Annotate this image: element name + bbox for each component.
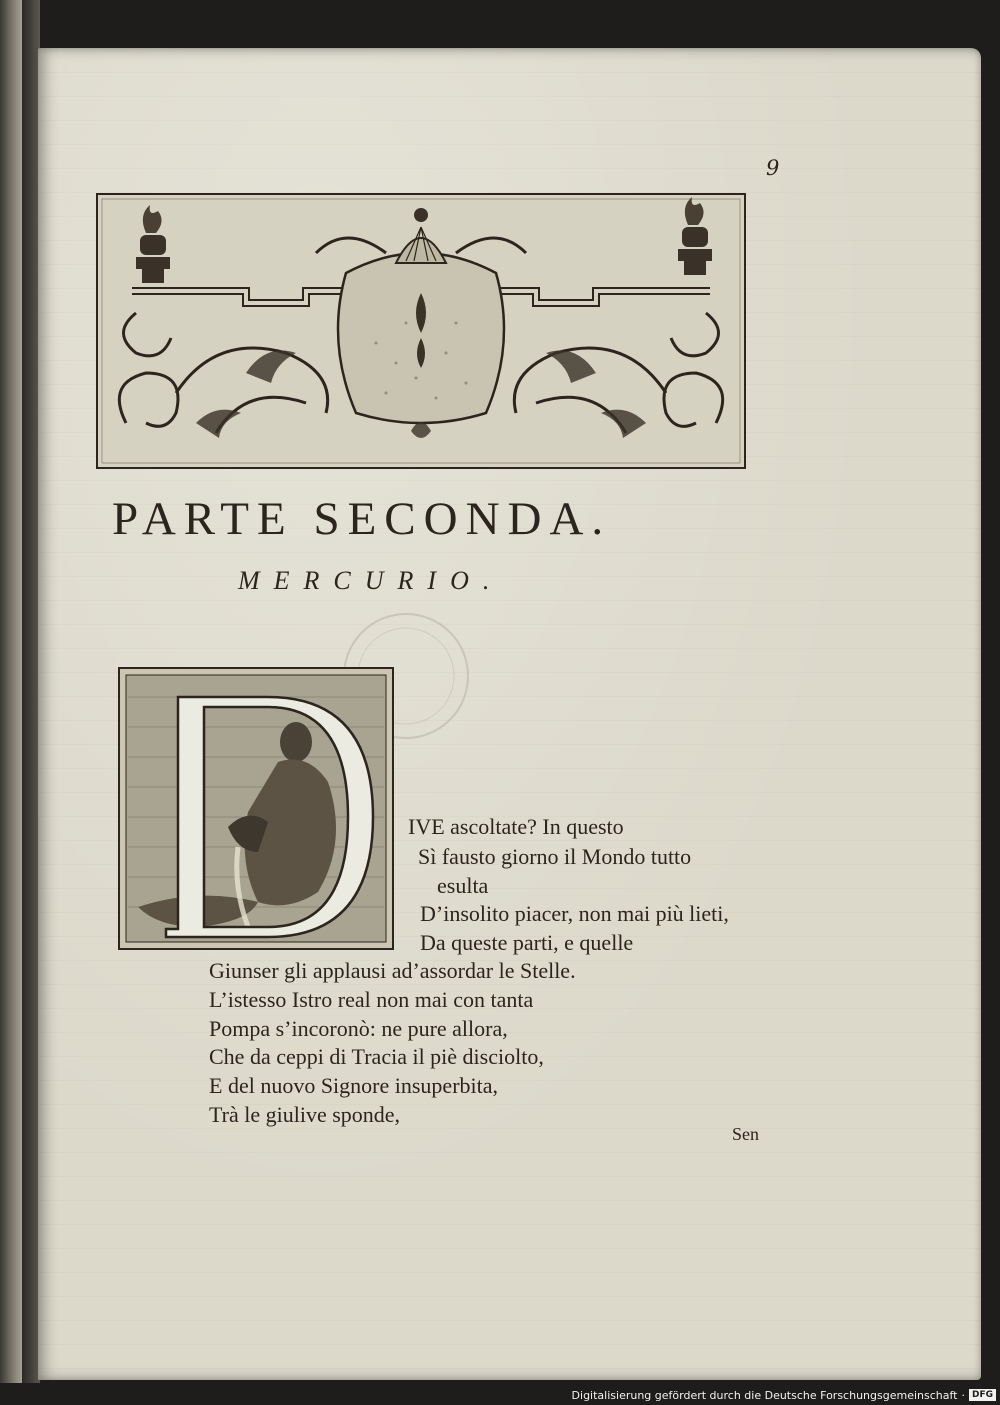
verse-line: esulta — [437, 873, 489, 898]
verse-line: Giunser gli applausi ad’assordar le Stelle. — [209, 958, 576, 983]
speaker-name: MERCURIO. — [238, 566, 504, 595]
credit-text: Digitalisierung gefördert durch die Deutsche Forschungsgemeinschaft — [571, 1388, 958, 1402]
verse-line: D’insolito piacer, non mai più lieti, — [420, 901, 729, 926]
verse-line: IVE ascoltate? In questo — [408, 814, 624, 839]
verse-line: L’istesso Istro real non mai con tanta — [209, 987, 534, 1012]
section-title: PARTE SECONDA. — [112, 493, 612, 545]
verse-line: Trà le giulive sponde, — [209, 1102, 401, 1127]
catchword: Sen — [732, 1124, 759, 1144]
ornamental-headpiece — [96, 193, 746, 469]
verse-line: E del nuovo Signore insuperbita, — [209, 1073, 499, 1098]
dfg-logo[interactable]: DFG — [969, 1389, 996, 1401]
digitization-credit — [572, 1388, 996, 1402]
separator-dot: · — [961, 1388, 965, 1402]
verse-line: Che da ceppi di Tracia il piè disciolto, — [209, 1044, 544, 1069]
verse-line: Da queste parti, e quelle — [420, 930, 634, 955]
verse-line: Sì fausto giorno il Mondo tutto — [418, 844, 692, 869]
page-number: 9 — [766, 156, 780, 180]
verse-line: Pompa s’incoronò: ne pure allora, — [209, 1016, 508, 1041]
decorated-initial-d — [118, 667, 394, 950]
